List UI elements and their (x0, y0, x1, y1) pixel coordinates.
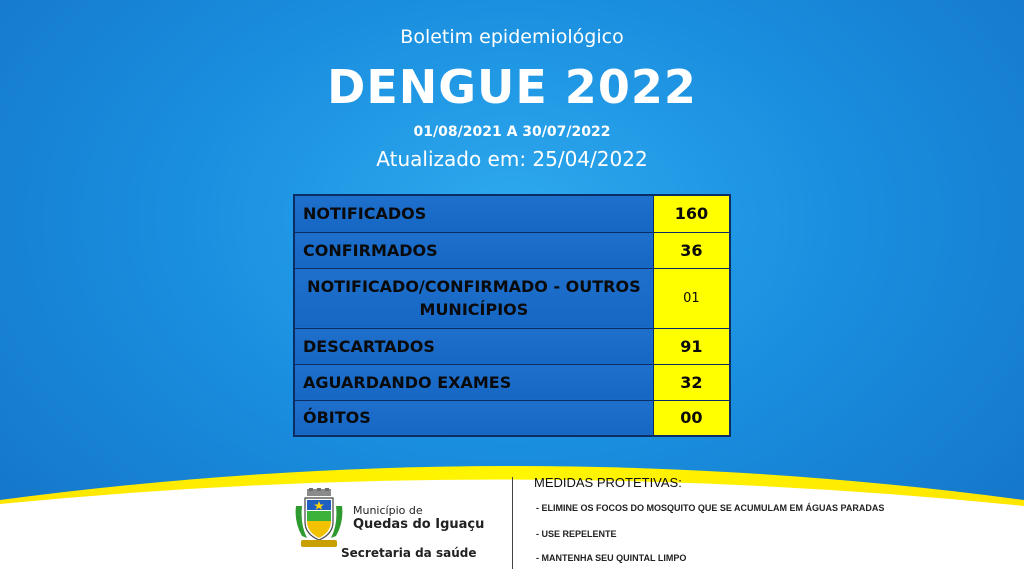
bulletin-period: 01/08/2021 A 30/07/2022 (413, 124, 611, 140)
row-label-other-municipalities: NOTIFICADO/CONFIRMADO - OUTROS MUNICÍPIOS (294, 268, 653, 328)
table-row (294, 400, 730, 436)
municipality-coat-of-arms-icon (293, 488, 345, 550)
table-row (294, 328, 730, 364)
health-department: Secretaria da saúde (341, 546, 477, 560)
footer-divider (512, 477, 513, 569)
bulletin-updated-date: Atualizado em: 25/04/2022 (376, 147, 648, 171)
row-label-deaths: ÓBITOS (294, 400, 653, 436)
bulletin-subtitle: Boletim epidemiológico (400, 26, 624, 48)
row-value-confirmed: 36 (653, 232, 730, 268)
table-row (294, 195, 730, 232)
table-row (294, 268, 730, 328)
row-label-awaiting-tests: AGUARDANDO EXAMES (294, 364, 653, 400)
table-row (294, 232, 730, 268)
measure-item: - MANTENHA SEU QUINTAL LIMPO (536, 553, 687, 563)
row-label-discarded: DESCARTADOS (294, 328, 653, 364)
row-value-awaiting-tests: 32 (653, 364, 730, 400)
bulletin-title: DENGUE 2022 (327, 60, 697, 114)
table-row (294, 364, 730, 400)
municipality-name: Quedas do Iguaçu (353, 517, 485, 532)
row-value-notified: 160 (653, 195, 730, 232)
row-value-deaths: 00 (653, 400, 730, 436)
row-value-discarded: 91 (653, 328, 730, 364)
municipality-prefix: Município de (353, 504, 423, 517)
row-value-other-municipalities: 01 (653, 268, 730, 328)
dengue-stats-table (293, 194, 731, 437)
row-label-confirmed: CONFIRMADOS (294, 232, 653, 268)
measure-item: - ELIMINE OS FOCOS DO MOSQUITO QUE SE ACUMULAM EM ÁGUAS PARADAS (536, 503, 885, 513)
protective-measures-title: MEDIDAS PROTETIVAS: (534, 475, 682, 490)
row-label-notified: NOTIFICADOS (294, 195, 653, 232)
measure-item: - USE REPELENTE (536, 529, 617, 539)
